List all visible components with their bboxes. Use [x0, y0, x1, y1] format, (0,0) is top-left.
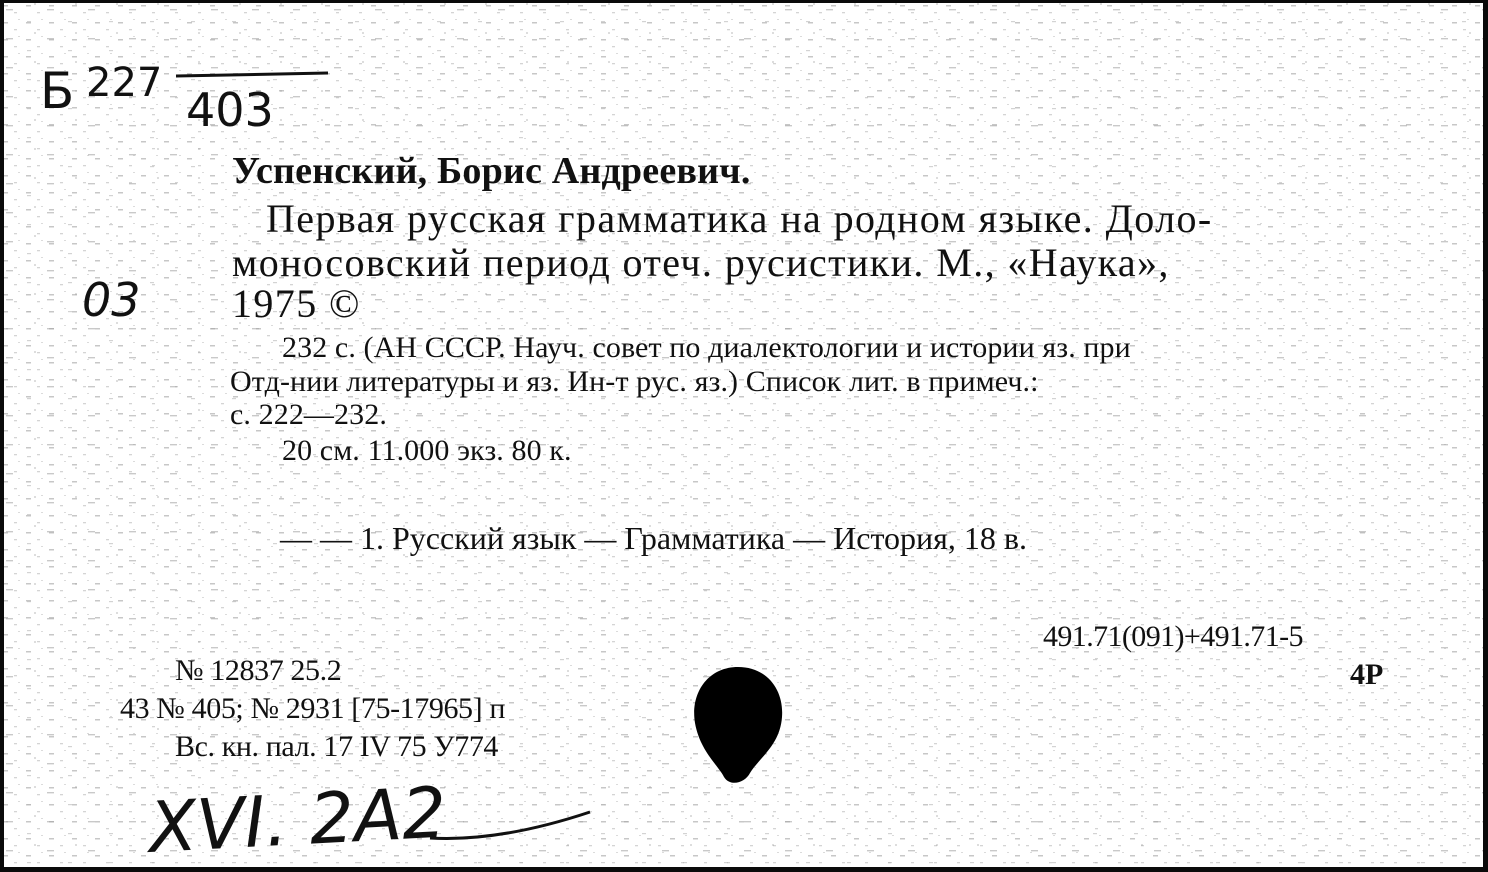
- classification-code: 4Р: [1350, 658, 1384, 691]
- title-line-2: моносовский период отеч. русистики. М., «Наука»,: [232, 240, 1170, 285]
- registration-line-1: № 12837 25.2: [175, 654, 342, 687]
- margin-mark: 03: [82, 273, 141, 327]
- shelf-mark-sub-number: 403: [186, 83, 274, 137]
- handwritten-underline: [430, 812, 590, 838]
- description-line-1: 232 с. (АН СССР. Науч. совет по диалектологии и истории яз. при: [282, 331, 1131, 364]
- shelf-mark-prefix: Б: [40, 62, 75, 120]
- shelf-mark: [40, 60, 328, 137]
- subject-heading: — — 1. Русский язык — Грамматика — История, 18 в.: [280, 520, 1027, 556]
- description-line-4: 20 см. 11.000 экз. 80 к.: [282, 434, 572, 467]
- shelf-mark-number: 227: [86, 60, 163, 106]
- title-line-1: Первая русская грамматика на родном языке. Доло-: [266, 196, 1213, 241]
- shelf-mark-fraction-line: [176, 73, 328, 76]
- udc-classification: 491.71(091)+491.71-5: [1043, 620, 1303, 653]
- author-heading: Успенский, Борис Андреевич.: [232, 150, 751, 192]
- registration-line-2: 43 № 405; № 2931 [75-17965] п: [120, 692, 506, 725]
- description-line-2: Отд-нии литературы и яз. Ин-т рус. яз.) Список лит. в примеч.:: [230, 365, 1039, 398]
- registration-line-3: Вс. кн. пал. 17 IV 75 У774: [175, 730, 499, 763]
- punch-hole: [690, 665, 786, 787]
- description-line-3: с. 222—232.: [230, 398, 387, 431]
- title-line-3: 1975 ©: [232, 281, 361, 326]
- handwritten-code: [143, 771, 590, 869]
- handwritten-code-text: XVI. 2А2: [146, 771, 449, 869]
